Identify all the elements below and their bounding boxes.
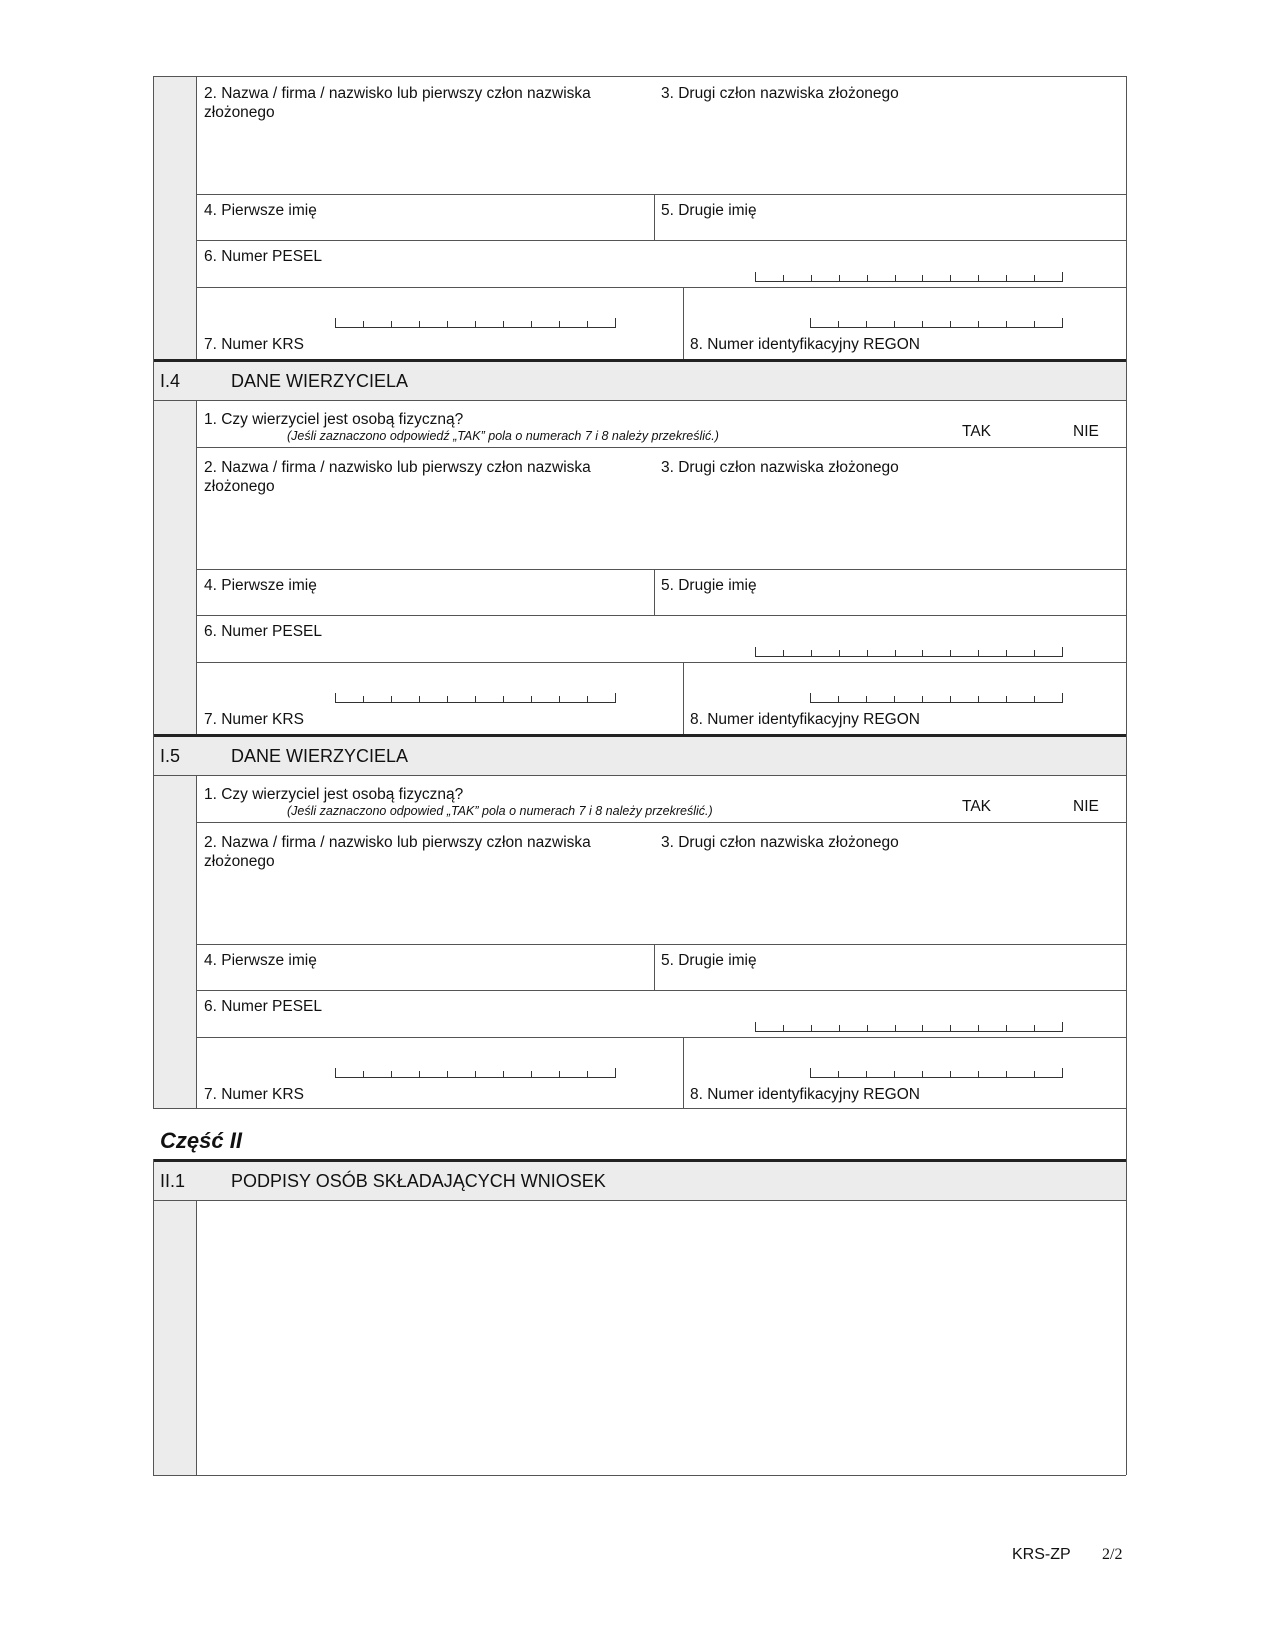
digit-box-tick [755,272,756,282]
field-5-label: 5. Drugie imię [661,952,757,969]
digit-box-tick [1062,1022,1063,1032]
digit-box-tick [978,275,979,282]
digit-box-tick [475,696,476,703]
digit-box-tick [1034,275,1035,282]
digit-box-baseline [810,702,1062,703]
digit-box-baseline [810,1077,1062,1078]
field-3-label: 3. Drugi człon nazwiska złożonego [661,85,899,102]
field-3-label: 3. Drugi człon nazwiska złożonego [661,459,899,476]
digit-box-tick [1062,693,1063,703]
digit-box-tick [922,1025,923,1032]
digit-box-tick [587,1071,588,1078]
section-number: I.4 [160,371,181,391]
digit-box-tick [391,696,392,703]
frame-bottom [153,1108,1126,1109]
digit-box-tick [1034,1071,1035,1078]
digit-box-tick [895,275,896,282]
digit-box-tick [811,275,812,282]
row-divider [196,662,1126,663]
digit-box-tick [1062,647,1063,657]
digit-box-tick [810,1068,811,1078]
digit-box-tick [447,1071,448,1078]
digit-box-tick [363,321,364,328]
digit-box-tick [922,321,923,328]
digit-box-tick [615,693,616,703]
digit-box-tick [811,1025,812,1032]
row-divider [196,287,1126,288]
section-title: DANE WIERZYCIELA [231,371,409,391]
field-4-label: 4. Pierwsze imię [204,952,317,969]
digit-box-tick [950,321,951,328]
field-2-label: 2. Nazwa / firma / nazwisko lub pierwszy człon nazwiska złożonego [204,459,591,495]
field-7-label: 7. Numer KRS [204,711,304,728]
digit-box-tick [978,321,979,328]
digit-box-tick [978,696,979,703]
digit-box-tick [1062,318,1063,328]
digit-box-tick [1034,1025,1035,1032]
digit-box-tick [1062,272,1063,282]
field-5-label: 5. Drugie imię [661,577,757,594]
field-6-label: 6. Numer PESEL [204,998,323,1015]
digit-box-tick [531,1071,532,1078]
digit-box-tick [447,696,448,703]
question-label: 1. Czy wierzyciel jest osobą fizyczną? [204,411,464,428]
frame-right [1126,76,1127,1475]
no-option[interactable]: NIE [1073,798,1099,815]
digit-box-tick [894,1071,895,1078]
no-option[interactable]: NIE [1073,423,1099,440]
digit-box-tick [978,1071,979,1078]
gutter [153,76,196,359]
row-divider [196,240,1126,241]
col-divider [654,944,655,990]
digit-box-tick [838,1071,839,1078]
digit-box-tick [895,1025,896,1032]
digit-box-tick [559,696,560,703]
digit-box-tick [503,1071,504,1078]
section-number: I.5 [160,746,181,766]
frame-bottom [153,1475,1126,1476]
digit-box-tick [447,321,448,328]
field-7-label: 7. Numer KRS [204,1086,304,1103]
part-heading: Część II [160,1128,242,1153]
col-divider [683,662,684,734]
digit-box-tick [335,1068,336,1078]
row-divider [196,944,1126,945]
digit-box-tick [503,321,504,328]
section-title: DANE WIERZYCIELA [231,746,409,766]
digit-box-tick [783,1025,784,1032]
krs-digit-boxes[interactable] [335,693,615,703]
frame-left [153,1159,154,1475]
yes-option[interactable]: TAK [962,798,991,815]
digit-box-tick [922,650,923,657]
col-divider [683,1037,684,1108]
digit-box-tick [587,321,588,328]
digit-box-tick [950,650,951,657]
regon-digit-boxes[interactable] [810,693,1062,703]
digit-box-tick [531,321,532,328]
field-8-label: 8. Numer identyfikacyjny REGON [690,711,920,728]
form-code: KRS-ZP [1012,1546,1071,1563]
section-title: PODPISY OSÓB SKŁADAJĄCYCH WNIOSEK [231,1171,606,1191]
section-number: II.1 [160,1171,186,1191]
col-divider [654,569,655,615]
gutter-divider [196,401,197,734]
field-3-label: 3. Drugi człon nazwiska złożonego [661,834,899,851]
regon-digit-boxes[interactable] [810,318,1062,328]
frame-left [153,76,154,359]
page-number: 2/2 [1102,1546,1123,1563]
question-label: 1. Czy wierzyciel jest osobą fizyczną? [204,786,464,803]
digit-box-tick [1034,650,1035,657]
field-6-label: 6. Numer PESEL [204,248,323,265]
digit-box-tick [895,650,896,657]
digit-box-tick [391,321,392,328]
row-divider [196,822,1126,823]
gutter-divider [196,776,197,1108]
row-divider [196,194,1126,195]
field-2-input[interactable] [197,77,1125,194]
field-7-label: 7. Numer KRS [204,336,304,353]
field-4-label: 4. Pierwsze imię [204,577,317,594]
digit-box-tick [950,1071,951,1078]
digit-box-tick [419,1071,420,1078]
digit-box-tick [866,696,867,703]
row-divider [196,615,1126,616]
row-divider [196,990,1126,991]
frame-left [153,359,154,734]
digit-box-tick [363,696,364,703]
field-6-label: 6. Numer PESEL [204,623,323,640]
field-2-label: 2. Nazwa / firma / nazwisko lub pierwszy człon nazwiska złożonego [204,834,591,870]
digit-box-tick [531,696,532,703]
digit-box-tick [475,1071,476,1078]
digit-box-tick [978,650,979,657]
digit-box-tick [839,1025,840,1032]
field-5-label: 5. Drugie imię [661,202,757,219]
digit-box-tick [335,318,336,328]
frame-left [153,734,154,1108]
digit-box-tick [811,650,812,657]
digit-box-tick [838,696,839,703]
field-2-label: 2. Nazwa / firma / nazwisko lub pierwszy człon nazwiska złożonego [204,85,591,121]
digit-box-tick [978,1025,979,1032]
digit-box-tick [867,650,868,657]
digit-box-tick [866,1071,867,1078]
digit-box-tick [1006,650,1007,657]
digit-box-tick [922,696,923,703]
krs-digit-boxes[interactable] [335,318,615,328]
digit-box-tick [810,318,811,328]
digit-box-tick [839,275,840,282]
digit-box-tick [950,696,951,703]
signatures-area[interactable] [197,1202,1125,1474]
digit-box-tick [922,1071,923,1078]
digit-box-baseline [755,281,1062,282]
digit-box-tick [615,1068,616,1078]
col-divider [654,194,655,240]
digit-box-tick [419,696,420,703]
row-divider [196,1037,1126,1038]
yes-option[interactable]: TAK [962,423,991,440]
digit-box-tick [1006,321,1007,328]
question-note: (Jeśli zaznaczono odpowied „TAK” pola o numerach 7 i 8 należy przekreślić.) [287,804,713,818]
digit-box-tick [839,650,840,657]
digit-box-baseline [755,656,1062,657]
digit-box-tick [1034,696,1035,703]
gutter [153,776,196,1108]
digit-box-tick [783,275,784,282]
digit-box-tick [1062,1068,1063,1078]
digit-box-tick [810,693,811,703]
col-divider [683,287,684,359]
field-4-label: 4. Pierwsze imię [204,202,317,219]
question-note: (Jeśli zaznaczono odpowiedź „TAK” pola o numerach 7 i 8 należy przekreślić.) [287,429,719,443]
section-header-i5 [153,734,1126,776]
digit-box-tick [1006,696,1007,703]
digit-box-tick [950,275,951,282]
digit-box-tick [867,275,868,282]
pesel-digit-boxes[interactable] [755,1022,1062,1032]
digit-box-tick [391,1071,392,1078]
krs-digit-boxes[interactable] [335,1068,615,1078]
digit-box-tick [475,321,476,328]
digit-box-tick [1034,321,1035,328]
digit-box-tick [867,1025,868,1032]
digit-box-baseline [755,1031,1062,1032]
digit-box-tick [419,321,420,328]
section-header-ii1 [153,1159,1126,1201]
field-8-label: 8. Numer identyfikacyjny REGON [690,336,920,353]
digit-box-tick [615,318,616,328]
row-divider [196,447,1126,448]
digit-box-tick [894,696,895,703]
gutter [153,401,196,734]
digit-box-tick [1006,1071,1007,1078]
digit-box-tick [755,647,756,657]
digit-box-tick [755,1022,756,1032]
digit-box-tick [922,275,923,282]
section-header-i4 [153,359,1126,401]
digit-box-tick [866,321,867,328]
digit-box-tick [1006,1025,1007,1032]
digit-box-tick [559,321,560,328]
field-8-label: 8. Numer identyfikacyjny REGON [690,1086,920,1103]
pesel-digit-boxes[interactable] [755,647,1062,657]
digit-box-tick [1006,275,1007,282]
digit-box-tick [783,650,784,657]
regon-digit-boxes[interactable] [810,1068,1062,1078]
digit-box-tick [950,1025,951,1032]
digit-box-tick [838,321,839,328]
digit-box-baseline [810,327,1062,328]
pesel-digit-boxes[interactable] [755,272,1062,282]
gutter [153,1201,196,1475]
digit-box-tick [587,696,588,703]
digit-box-tick [335,693,336,703]
row-divider [196,569,1126,570]
digit-box-tick [559,1071,560,1078]
digit-box-tick [894,321,895,328]
digit-box-tick [363,1071,364,1078]
digit-box-tick [503,696,504,703]
